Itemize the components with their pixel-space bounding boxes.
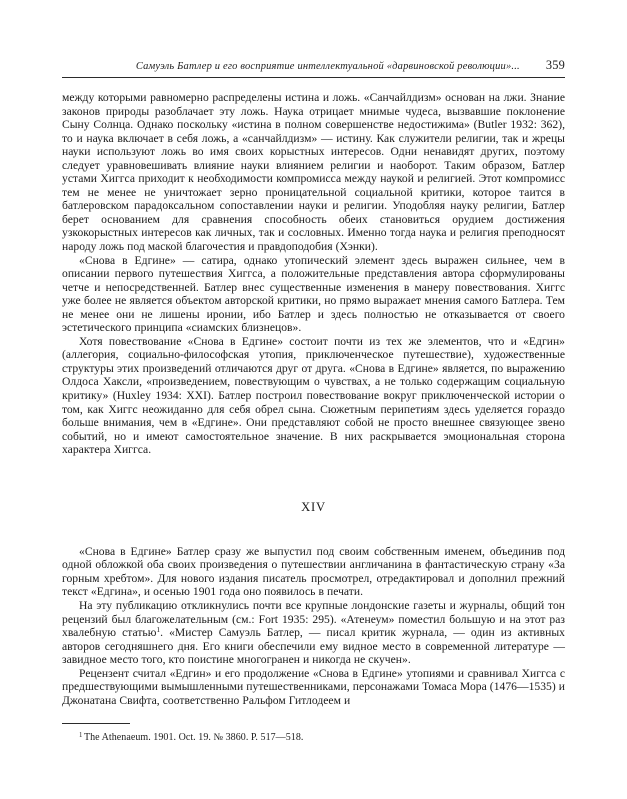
paragraph-text-before-footnote-ref: На эту публикацию откликнулись почти все крупные лондонские газеты и журналы, общий тон рецензий был благожелательным (см.: Fort 1935: 295). «Атенеум» поместил большую и на этот раз хвалебную статью — [62, 598, 565, 640]
footnote-entry — [62, 732, 565, 744]
paragraph-with-footnote-ref — [62, 599, 565, 667]
section-heading: XIV — [301, 499, 326, 514]
paragraph: Рецензент считал «Едгин» и его продолжение «Снова в Едгине» утопиями и сравнивал Хиггса с предшествующими вымышленными путешественниками, персонажами Томаса Мора (1476—1535) и Джонатана Свифта, соответственно Ральфом Гитлодеем и — [62, 666, 565, 707]
paragraph: «Снова в Едгине» — сатира, однако утопический элемент здесь выражен сильнее, чем в описании первого путешествия Хиггса, а положительные представления автора сформулированы четче и непосредственней. Батлер внес существенные изменения в манеру повествования. Хиггс уже более не является объектом авторской критики, но прямо выражает мнения самого Батлера. Тем не менее они не лишены иронии, ибо Батлер и здесь полностью не отказывается от своего эстетического принципа «сиамских близнецов». — [62, 253, 565, 335]
paragraph-continued: между которыми равномерно распределены истина и ложь. «Санчайлдизм» основан на лжи. Знание законов природы разоблачает эту ложь. Наука отрицает мнимые чудеса, вызвавшие поклонение Сыну Солнца. Однако поскольку «истина в полном совершенстве недостижима» (Butler 1932: 362), то и наука включает в себя ложь, а «санчайлдизм» — истину. Как служители религии, так и жрецы науки используют ложь во имя своих корыстных интересов. Одни ненавидят других, поэтому следует уравновешивать влияние науки влиянием религии и наоборот. Таким образом, Батлер устами Хиггса приходит к необходимости компромисса между наукой и религией. Этот компромисс тем не менее не уничтожает зерно проницательной социальной критики, которое таится в батлеровском парадоксальном сопоставлении науки и религии. Уподобляя науку религии, Батлер берет основанием для сравнения способность обеих становиться орудием достижения узкокорыстных интересов как личных, так и сословных. Именно тогда наука и религия преподносят народу ложь под маской благочестия и правдоподобия (Хэнки). — [62, 91, 565, 254]
paragraph: «Снова в Едгине» Батлер сразу же выпустил под своим собственным именем, объединив под одной обложкой оба своих произведения о путешествии англичанина в фантастическую страну «За горным хребтом». Для нового издания писатель просмотрел, отредактировал и дополнил прежний текст «Едгина», и осенью 1901 года оно появилось в печати. — [62, 544, 565, 599]
running-header — [62, 58, 565, 78]
paragraph-text-after-footnote-ref: . «Мистер Самуэль Батлер, — писал критик журнала, — один из активных авторов сегодняшнего дня. Его книги обеспечили ему видное место в современной литературе — завидное место того, кто поистине многогранен и никогда не скучен». — [62, 626, 565, 667]
text-column — [62, 91, 565, 707]
paragraph: Хотя повествование «Снова в Едгине» состоит почти из тех же элементов, что и «Едгин» (аллегория, социально-философская утопия, приключенческое путешествие), художественные структуры этих произведений отличаются друг от друга. «Снова в Едгине» является, по выражению Олдоса Хаксли, «произведением, повествующим о чувствах, а не только содержащим социальную критику» (Huxley 1934: XXI). Батлер построил повествование вокруг приключенческой истории о том, как Хиггс неожиданно для себя обрел сына. Сюжетным перипетиям здесь уделяется гораздо больше внимания, чем в «Едгине». Они представляют собой не просто внешнее связующее звено событий, но и имеют самостоятельное значение. В них раскрывается эмоциональная сторона характера Хиггса. — [62, 334, 565, 457]
footnote-text: The Athenaeum. 1901. Oct. 19. № 3860. P. 517—518. — [83, 732, 304, 743]
footnote-divider — [62, 723, 130, 724]
footnote-area — [62, 723, 565, 744]
footnote-number: 1 — [79, 731, 83, 739]
running-header-title: Самуэль Батлер и его восприятие интеллектуальной «дарвиновской революции»... — [135, 61, 520, 72]
header-divider — [62, 77, 565, 78]
page-number: 359 — [545, 58, 565, 72]
footnote-reference-marker[interactable]: 1 — [156, 625, 161, 635]
